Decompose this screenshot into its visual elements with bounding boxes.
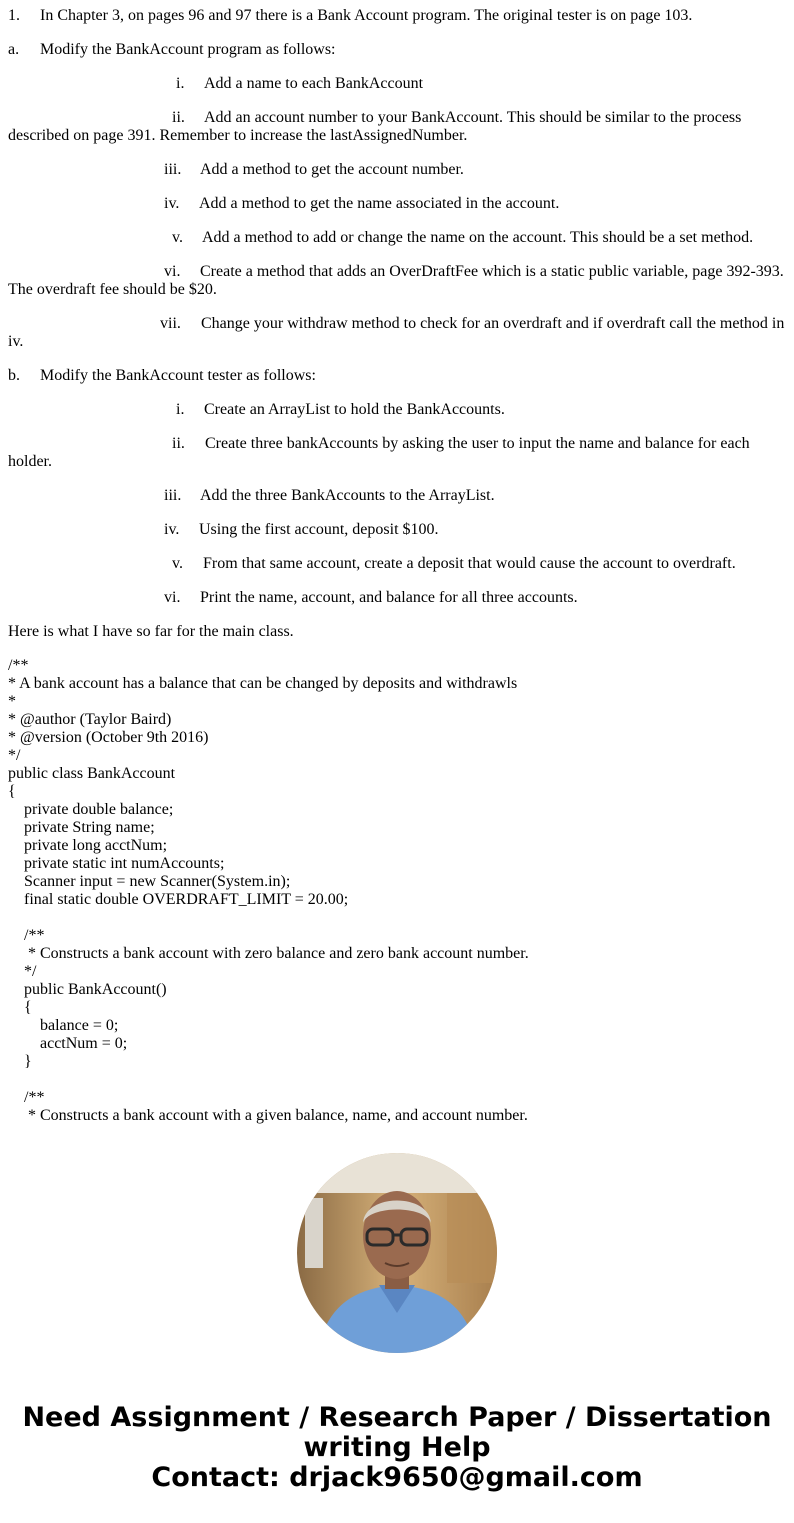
item-text: Add a method to get the name associated in the account. — [199, 195, 560, 212]
code-line: } — [8, 1053, 32, 1070]
item-number: ii. — [172, 435, 185, 452]
item-number: iv. — [164, 521, 180, 538]
code-line: * — [8, 693, 16, 710]
part-b-item-ii — [8, 435, 788, 471]
item-text: Using the first account, deposit $100. — [199, 521, 439, 538]
code-line: private String name; — [8, 819, 155, 836]
part-a-item-vii — [8, 315, 788, 351]
item-number: b. — [8, 367, 20, 384]
code-line: */ — [8, 963, 37, 980]
item-number: v. — [172, 555, 183, 572]
item-text: Add a method to add or change the name on the account. This should be a set method. — [202, 229, 754, 246]
item-text: Create an ArrayList to hold the BankAccounts. — [204, 401, 505, 418]
part-b-item-iv — [8, 521, 788, 539]
code-line: final static double OVERDRAFT_LIMIT = 20.00; — [8, 891, 349, 908]
code-line: balance = 0; — [8, 1017, 119, 1034]
code-line: * @version (October 9th 2016) — [8, 729, 209, 746]
code-line: private double balance; — [8, 801, 174, 818]
item-text: Create three bankAccounts by asking the user to input the name and balance for each holder. — [8, 435, 750, 470]
author-avatar — [297, 1153, 497, 1353]
item-text: Add a method to get the account number. — [200, 161, 464, 178]
code-line: * Constructs a bank account with zero balance and zero bank account number. — [8, 945, 529, 962]
promo-banner — [0, 1403, 794, 1493]
item-text: Change your withdraw method to check for an overdraft and if overdraft call the method in iv. — [8, 315, 785, 350]
item-number: vii. — [160, 315, 181, 332]
part-a-item-ii — [8, 109, 788, 145]
code-line: * @author (Taylor Baird) — [8, 711, 172, 728]
item-number: ii. — [172, 109, 185, 126]
promo-contact: Contact: drjack9650@gmail.com — [151, 1462, 643, 1493]
code-line: private static int numAccounts; — [8, 855, 225, 872]
code-line: { — [8, 783, 16, 800]
part-a-item-i — [8, 75, 788, 93]
portrait-image — [297, 1153, 497, 1353]
code-intro: Here is what I have so far for the main class. — [8, 623, 294, 640]
promo-line-1: Need Assignment / Research Paper / Dissertation — [22, 1402, 772, 1433]
part-b-item-vi — [8, 589, 788, 607]
item-text: Add the three BankAccounts to the ArrayList. — [200, 487, 495, 504]
code-line: private long acctNum; — [8, 837, 168, 854]
code-line: /** — [8, 927, 45, 944]
code-line: Scanner input = new Scanner(System.in); — [8, 873, 291, 890]
part-a-item-iv — [8, 195, 788, 213]
code-line: acctNum = 0; — [8, 1035, 128, 1052]
item-text: Add an account number to your BankAccount. This should be similar to the process described on page 391. Remember to increase the lastAssignedNumber. — [8, 109, 742, 144]
promo-line-2: writing Help — [303, 1432, 491, 1463]
item-number: i. — [176, 75, 185, 92]
item-text: Add a name to each BankAccount — [204, 75, 424, 92]
item-number: vi. — [164, 589, 181, 606]
part-b-item-v — [8, 555, 788, 573]
code-line: public class BankAccount — [8, 765, 176, 782]
code-block — [8, 657, 788, 1125]
item-text: Modify the BankAccount tester as follows: — [40, 367, 316, 384]
code-line: * A bank account has a balance that can be changed by deposits and withdrawls — [8, 675, 518, 692]
code-line: /** — [8, 1089, 45, 1106]
item-number: iii. — [164, 161, 182, 178]
code-line — [8, 909, 788, 927]
item-number: v. — [172, 229, 183, 246]
question-document — [8, 7, 788, 1125]
part-a-heading — [8, 41, 788, 59]
item-number: i. — [176, 401, 185, 418]
part-b-heading — [8, 367, 788, 385]
item-text: In Chapter 3, on pages 96 and 97 there is a Bank Account program. The original tester is on page 103. — [40, 7, 693, 24]
item-text: Create a method that adds an OverDraftFee which is a static public variable, page 392-393. The overdraft fee should be $20. — [8, 263, 784, 298]
item-number: iii. — [164, 487, 182, 504]
code-line: * Constructs a bank account with a given balance, name, and account number. — [8, 1107, 528, 1124]
item-text: Modify the BankAccount program as follows: — [40, 41, 336, 58]
part-a-item-v — [8, 229, 788, 247]
part-b-item-i — [8, 401, 788, 419]
code-line: */ — [8, 747, 21, 764]
item-number: vi. — [164, 263, 181, 280]
question-item-1 — [8, 7, 788, 25]
item-number: a. — [8, 41, 20, 58]
item-text: From that same account, create a deposit that would cause the account to overdraft. — [203, 555, 736, 572]
part-b-item-iii — [8, 487, 788, 505]
part-a-item-iii — [8, 161, 788, 179]
code-line: { — [8, 999, 32, 1016]
code-line — [8, 1071, 788, 1089]
item-number: 1. — [8, 7, 20, 24]
code-line: public BankAccount() — [8, 981, 167, 998]
item-text: Print the name, account, and balance for all three accounts. — [200, 589, 578, 606]
part-a-item-vi — [8, 263, 788, 299]
item-number: iv. — [164, 195, 180, 212]
code-line: /** — [8, 657, 29, 674]
